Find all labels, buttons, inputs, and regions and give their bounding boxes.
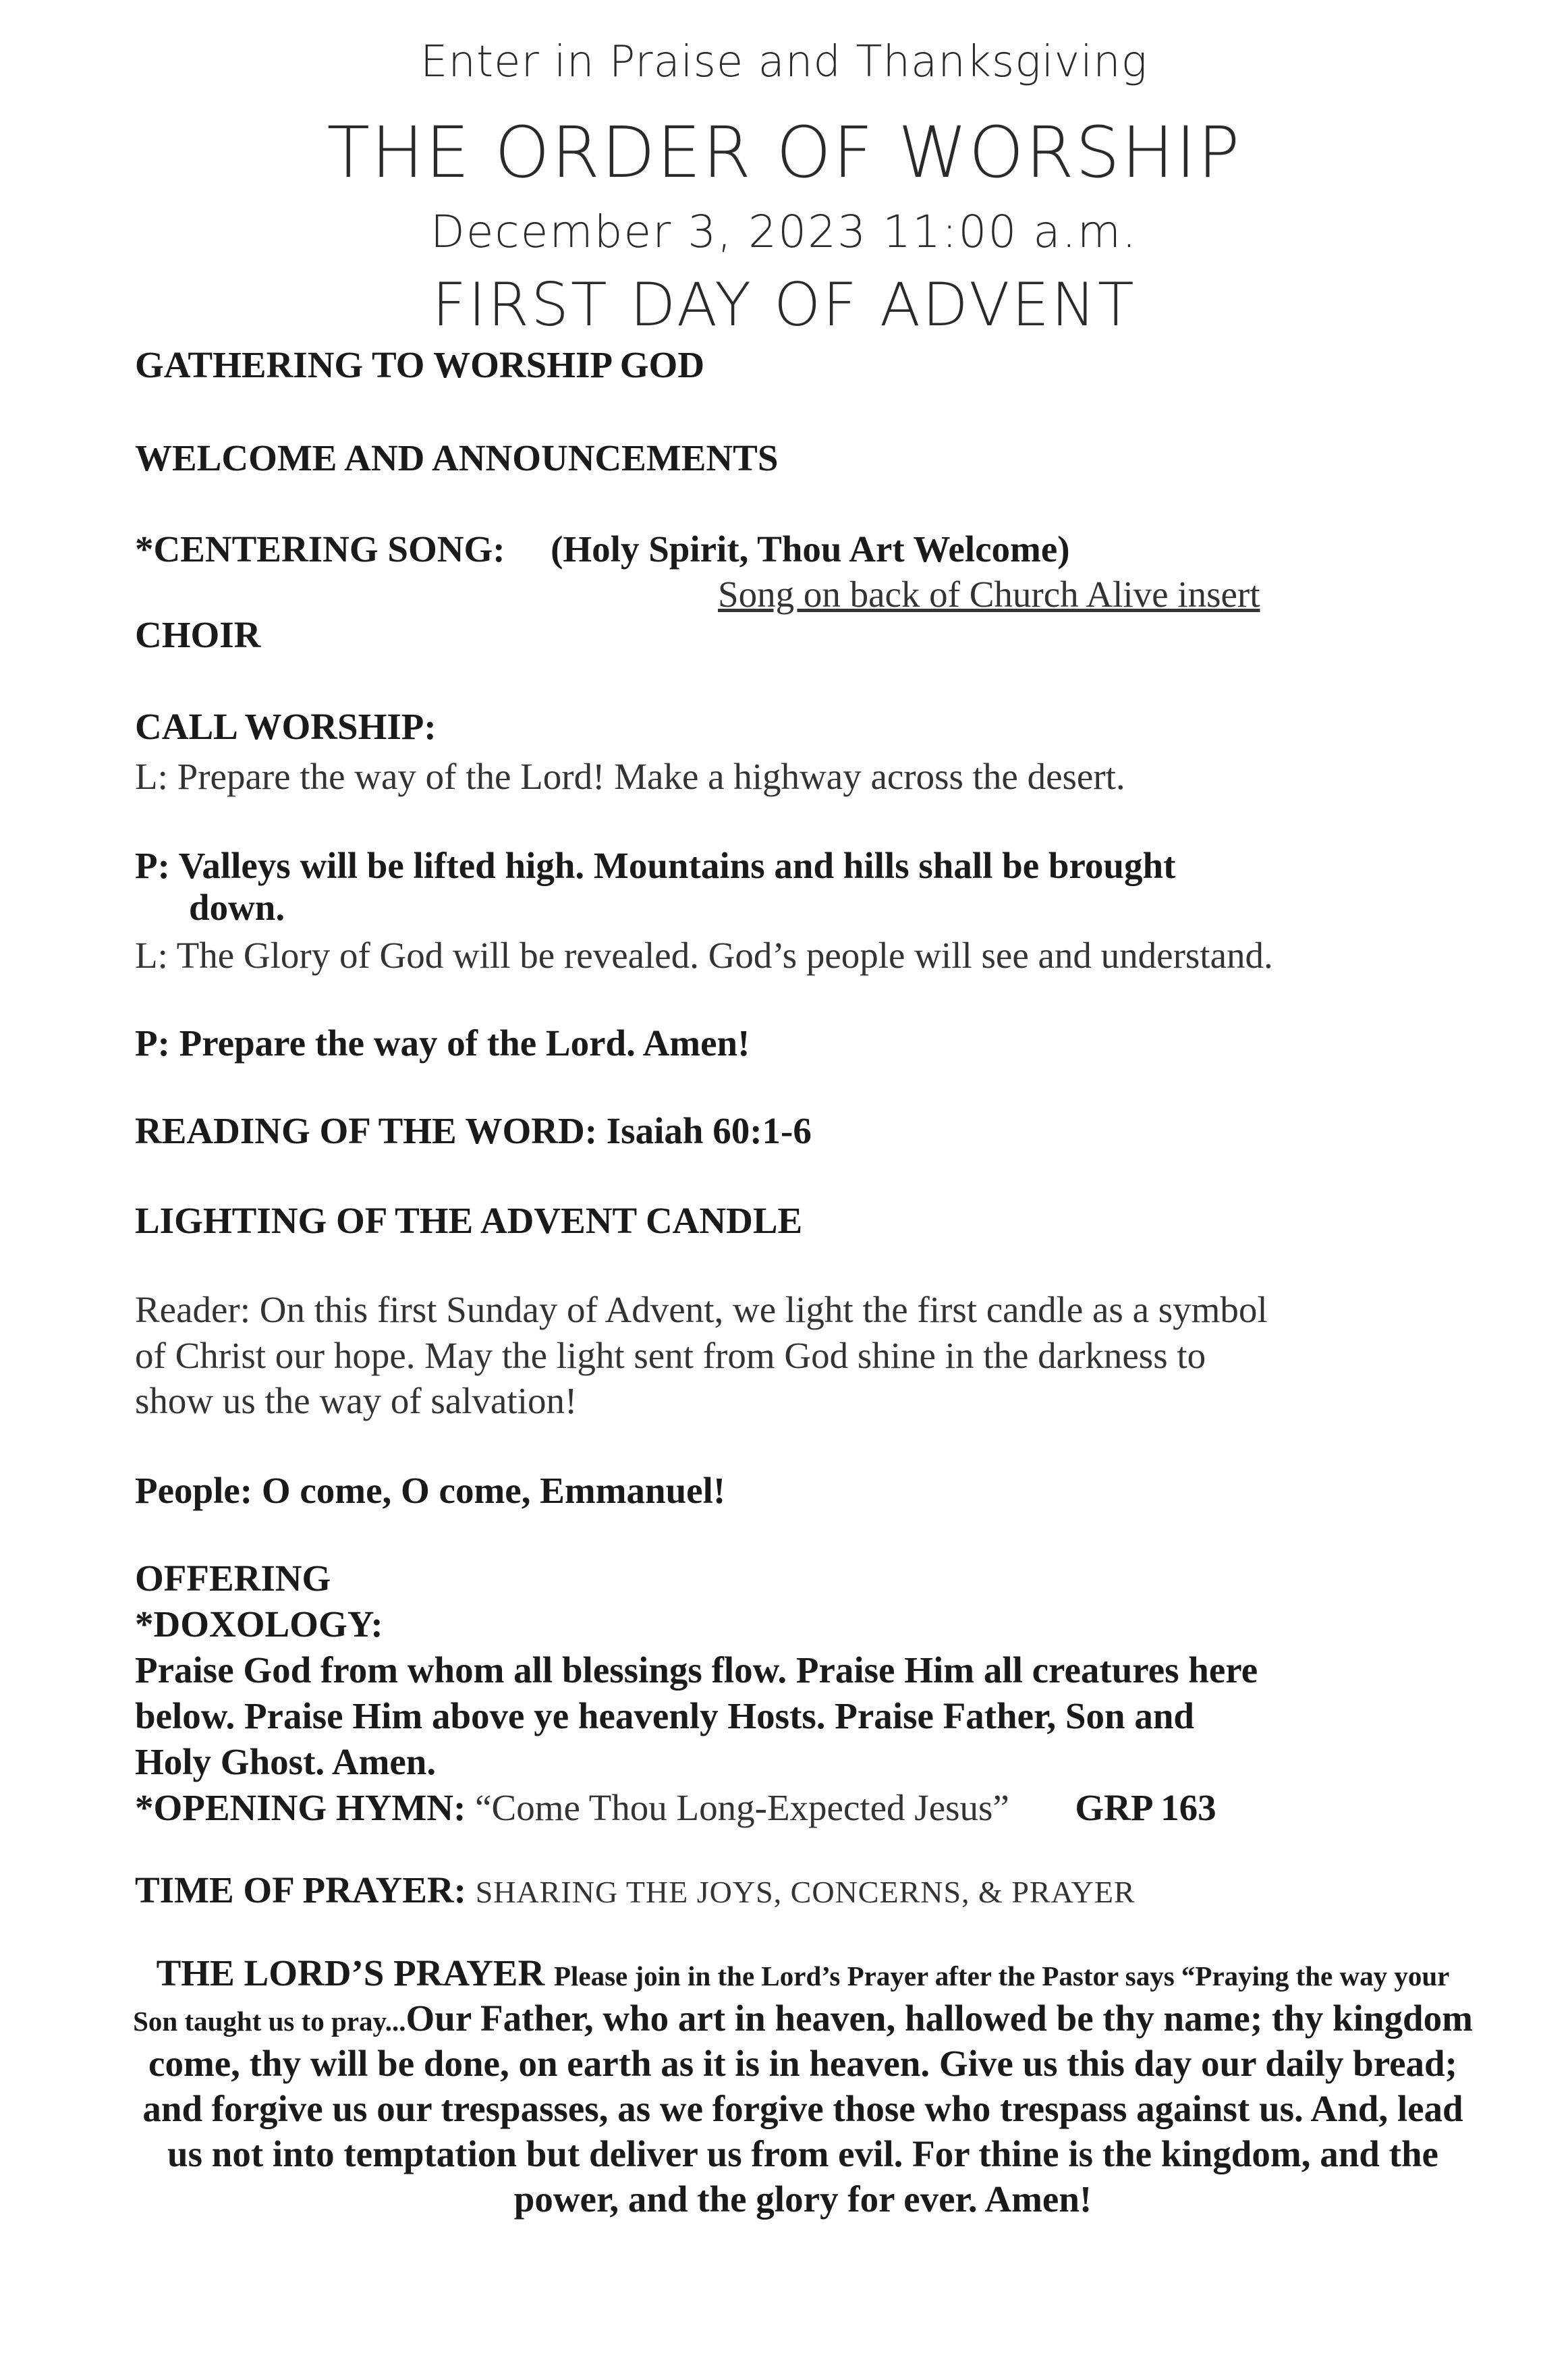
service-date-time: December 3, 2023 11:00 a.m. (430, 206, 1138, 258)
header-tagline: Enter in Praise and Thanksgiving (420, 37, 1148, 87)
doxology-line-3: Holy Ghost. Amen. (135, 1741, 437, 1782)
people-response: People: O come, O come, Emmanuel! (135, 1470, 726, 1511)
centering-song-title: (Holy Spirit, Thou Art Welcome) (551, 528, 1070, 570)
reader-line-2: of Christ our hope. May the light sent from God shine in the darkness to (135, 1335, 1206, 1376)
section-offering: OFFERING (135, 1558, 331, 1599)
opening-hymn-number: GRP 163 (1075, 1787, 1216, 1828)
lords-prayer-instruction: Please join in the Lord’s Prayer after the Pastor says “Praying the way your Son taught us to pray... (133, 1960, 1450, 2037)
centering-song-note: Song on back of Church Alive insert (718, 574, 1260, 615)
call-leader-2: L: The Glory of God will be revealed. God’s people will see and understand. (135, 935, 1273, 976)
page-title: THE ORDER OF WORSHIP (327, 111, 1241, 194)
doxology-line-2: below. Praise Him above ye heavenly Hosts. Praise Father, Son and (135, 1695, 1195, 1736)
reader-line-3: show us the way of salvation! (135, 1380, 578, 1421)
opening-hymn-label: *OPENING HYMN: (135, 1787, 466, 1828)
lords-prayer-block (132, 1950, 1474, 2222)
call-people-2: P: Prepare the way of the Lord. Amen! (135, 1022, 750, 1064)
call-people-1-cont: down. (189, 887, 285, 928)
centering-song-label: *CENTERING SONG: (135, 528, 505, 570)
service-occasion: FIRST DAY OF ADVENT (432, 270, 1136, 339)
doxology-line-1: Praise God from whom all blessings flow. Praise Him all creatures here (135, 1649, 1258, 1691)
opening-hymn-title: “Come Thou Long-Expected Jesus” (475, 1787, 1009, 1828)
lords-prayer-label: THE LORD’S PRAYER (156, 1952, 545, 1994)
reader-line-1: Reader: On this first Sunday of Advent, we light the first candle as a symbol (135, 1289, 1268, 1330)
time-of-prayer-text: SHARING THE JOYS, CONCERNS, & PRAYER (475, 1875, 1136, 1909)
call-people-1: P: Valleys will be lifted high. Mountains and hills shall be brought (135, 845, 1176, 886)
lords-prayer-text: Our Father, who art in heaven, hallowed be thy name; thy kingdom come, thy will be done, on earth as it is in heaven. Give us this day our daily bread; and forgive us our trespasses, as we forgive those who trespass against us. And, lead us not into temptation but deliver us from evil. For thine is the kingdom, and the power, and the glory for ever. Amen! (142, 1998, 1473, 2220)
time-of-prayer-line (135, 1869, 1136, 1911)
section-choir: CHOIR (135, 614, 261, 655)
section-reading: READING OF THE WORD: Isaiah 60:1-6 (135, 1110, 812, 1151)
centering-song-line (135, 528, 1070, 570)
section-doxology: *DOXOLOGY: (135, 1603, 383, 1645)
section-gathering: GATHERING TO WORSHIP GOD (135, 344, 705, 385)
time-of-prayer-label: TIME OF PRAYER: (135, 1869, 466, 1911)
section-lighting: LIGHTING OF THE ADVENT CANDLE (135, 1200, 803, 1241)
section-call-worship: CALL WORSHIP: (135, 706, 437, 747)
section-welcome: WELCOME AND ANNOUNCEMENTS (135, 437, 779, 478)
call-leader-1: L: Prepare the way of the Lord! Make a highway across the desert. (135, 756, 1125, 797)
opening-hymn-line (135, 1787, 1216, 1829)
